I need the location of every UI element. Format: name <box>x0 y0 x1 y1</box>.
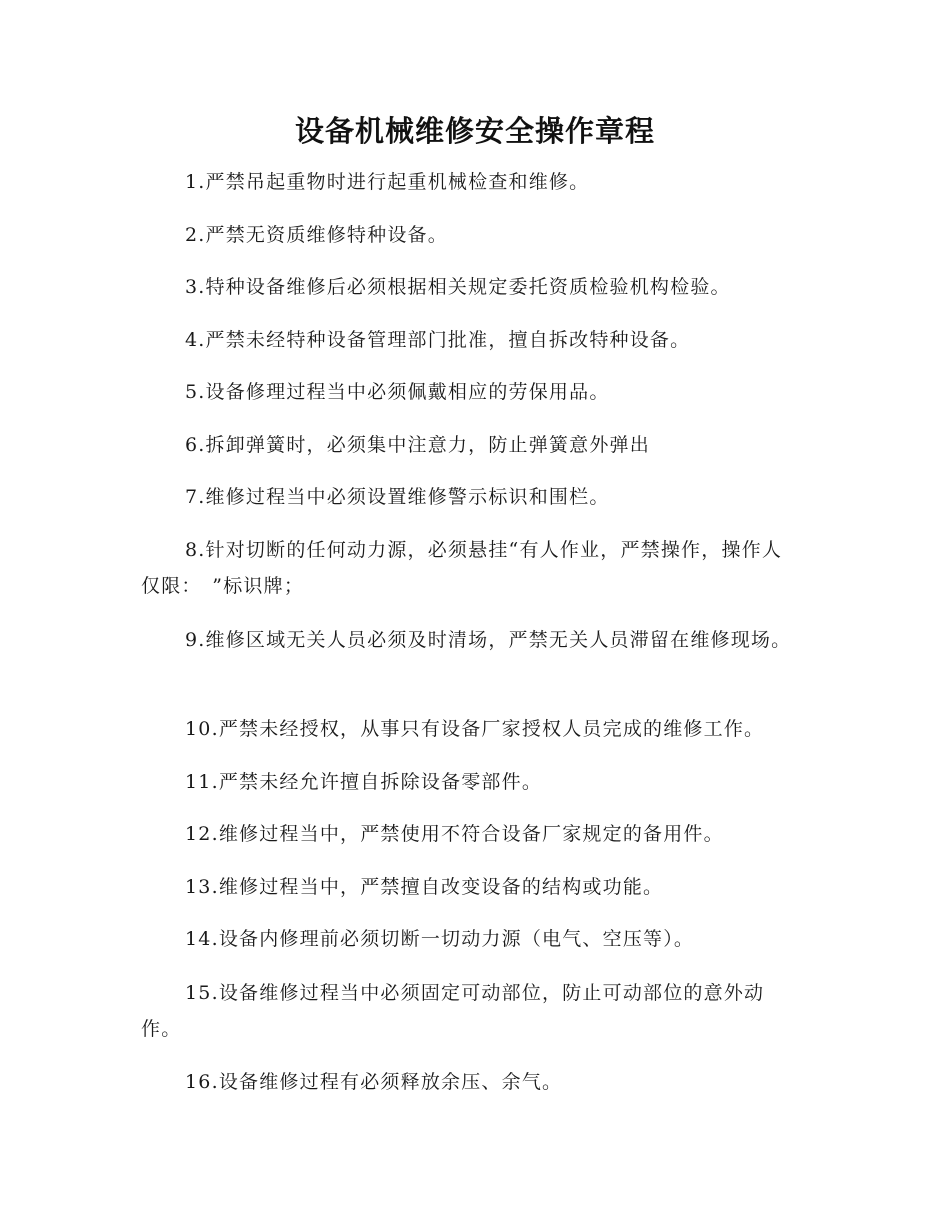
rule-item-4: 4.严禁未经特种设备管理部门批准，擅自拆改特种设备。 <box>185 329 691 351</box>
rule-item-15: 15.设备维修过程当中必须固定可动部位，防止可动部位的意外动作。 <box>141 982 765 1040</box>
rule-item-2: 2.严禁无资质维修特种设备。 <box>185 224 448 246</box>
rule-item-8: 8.针对切断的任何动力源，必须悬挂“有人作业，严禁操作，操作人仅限： ”标识牌； <box>141 539 783 597</box>
rule-item-3: 3.特种设备维修后必须根据相关规定委托资质检验机构检验。 <box>185 276 731 298</box>
rule-item-5: 5.设备修理过程当中必须佩戴相应的劳保用品。 <box>185 381 610 403</box>
rule-item-9: 9.维修区域无关人员必须及时清场，严禁无关人员滞留在维修现场。 <box>185 629 792 651</box>
rule-item-6: 6.拆卸弹簧时，必须集中注意力，防止弹簧意外弹出 <box>185 434 650 456</box>
rule-item-16: 16.设备维修过程有必须释放余压、余气。 <box>185 1071 563 1093</box>
rule-item-13: 13.维修过程当中，严禁擅自改变设备的结构或功能。 <box>185 876 664 898</box>
rule-item-11: 11.严禁未经允许擅自拆除设备零部件。 <box>185 771 543 793</box>
document-title: 设备机械维修安全操作章程 <box>294 114 655 148</box>
rule-item-1: 1.严禁吊起重物时进行起重机械检查和维修。 <box>185 171 590 193</box>
rule-item-14: 14.设备内修理前必须切断一切动力源（电气、空压等）。 <box>185 928 695 950</box>
rule-item-12: 12.维修过程当中，严禁使用不符合设备厂家规定的备用件。 <box>185 823 724 845</box>
rule-item-10: 10.严禁未经授权，从事只有设备厂家授权人员完成的维修工作。 <box>185 718 765 740</box>
rule-item-7: 7.维修过程当中必须设置维修警示标识和围栏。 <box>185 486 610 508</box>
